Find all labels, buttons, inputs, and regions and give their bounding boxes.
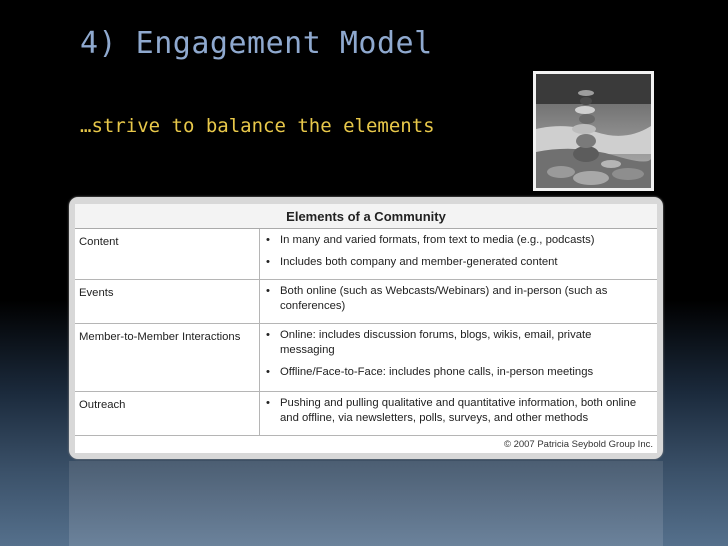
table-row — [75, 324, 657, 392]
copyright-note: © 2007 Patricia Seybold Group Inc. — [503, 439, 653, 450]
bullet-item: • Both online (such as Webcasts/Webinars) and in-person (such as conferences) — [266, 285, 608, 312]
community-elements-table — [75, 204, 657, 453]
community-elements-table-frame — [69, 197, 663, 459]
row-label: Member-to-Member Interactions — [75, 324, 260, 392]
bullet-item: • Offline/Face-to-Face: includes phone calls, in-person meetings — [266, 366, 594, 378]
row-label: Events — [75, 280, 260, 324]
bullet-item: • In many and varied formats, from text to media (e.g., podcasts) — [266, 234, 595, 246]
bullet-item: • Includes both company and member-generated content — [266, 256, 558, 268]
balanced-stones-image — [536, 74, 651, 188]
table-reflection — [69, 461, 663, 546]
bullet-item: • Pushing and pulling qualitative and quantitative information, both online and offline, via newsletters, polls, surveys, and other methods — [266, 397, 637, 424]
row-content — [260, 324, 658, 392]
table-row — [75, 280, 657, 324]
slide-subtitle: …strive to balance the elements — [80, 115, 435, 137]
table-header: Elements of a Community — [75, 204, 657, 229]
row-content — [260, 280, 658, 324]
row-label: Outreach — [75, 392, 260, 436]
table-row — [75, 392, 657, 436]
bullet-item: • Online: includes discussion forums, blogs, wikis, email, private messaging — [266, 329, 592, 356]
row-content — [260, 392, 658, 436]
table-row — [75, 229, 657, 280]
balanced-stones-photo — [533, 71, 654, 191]
row-content — [260, 229, 658, 280]
slide-title: 4) Engagement Model — [80, 26, 433, 61]
row-label: Content — [75, 229, 260, 280]
